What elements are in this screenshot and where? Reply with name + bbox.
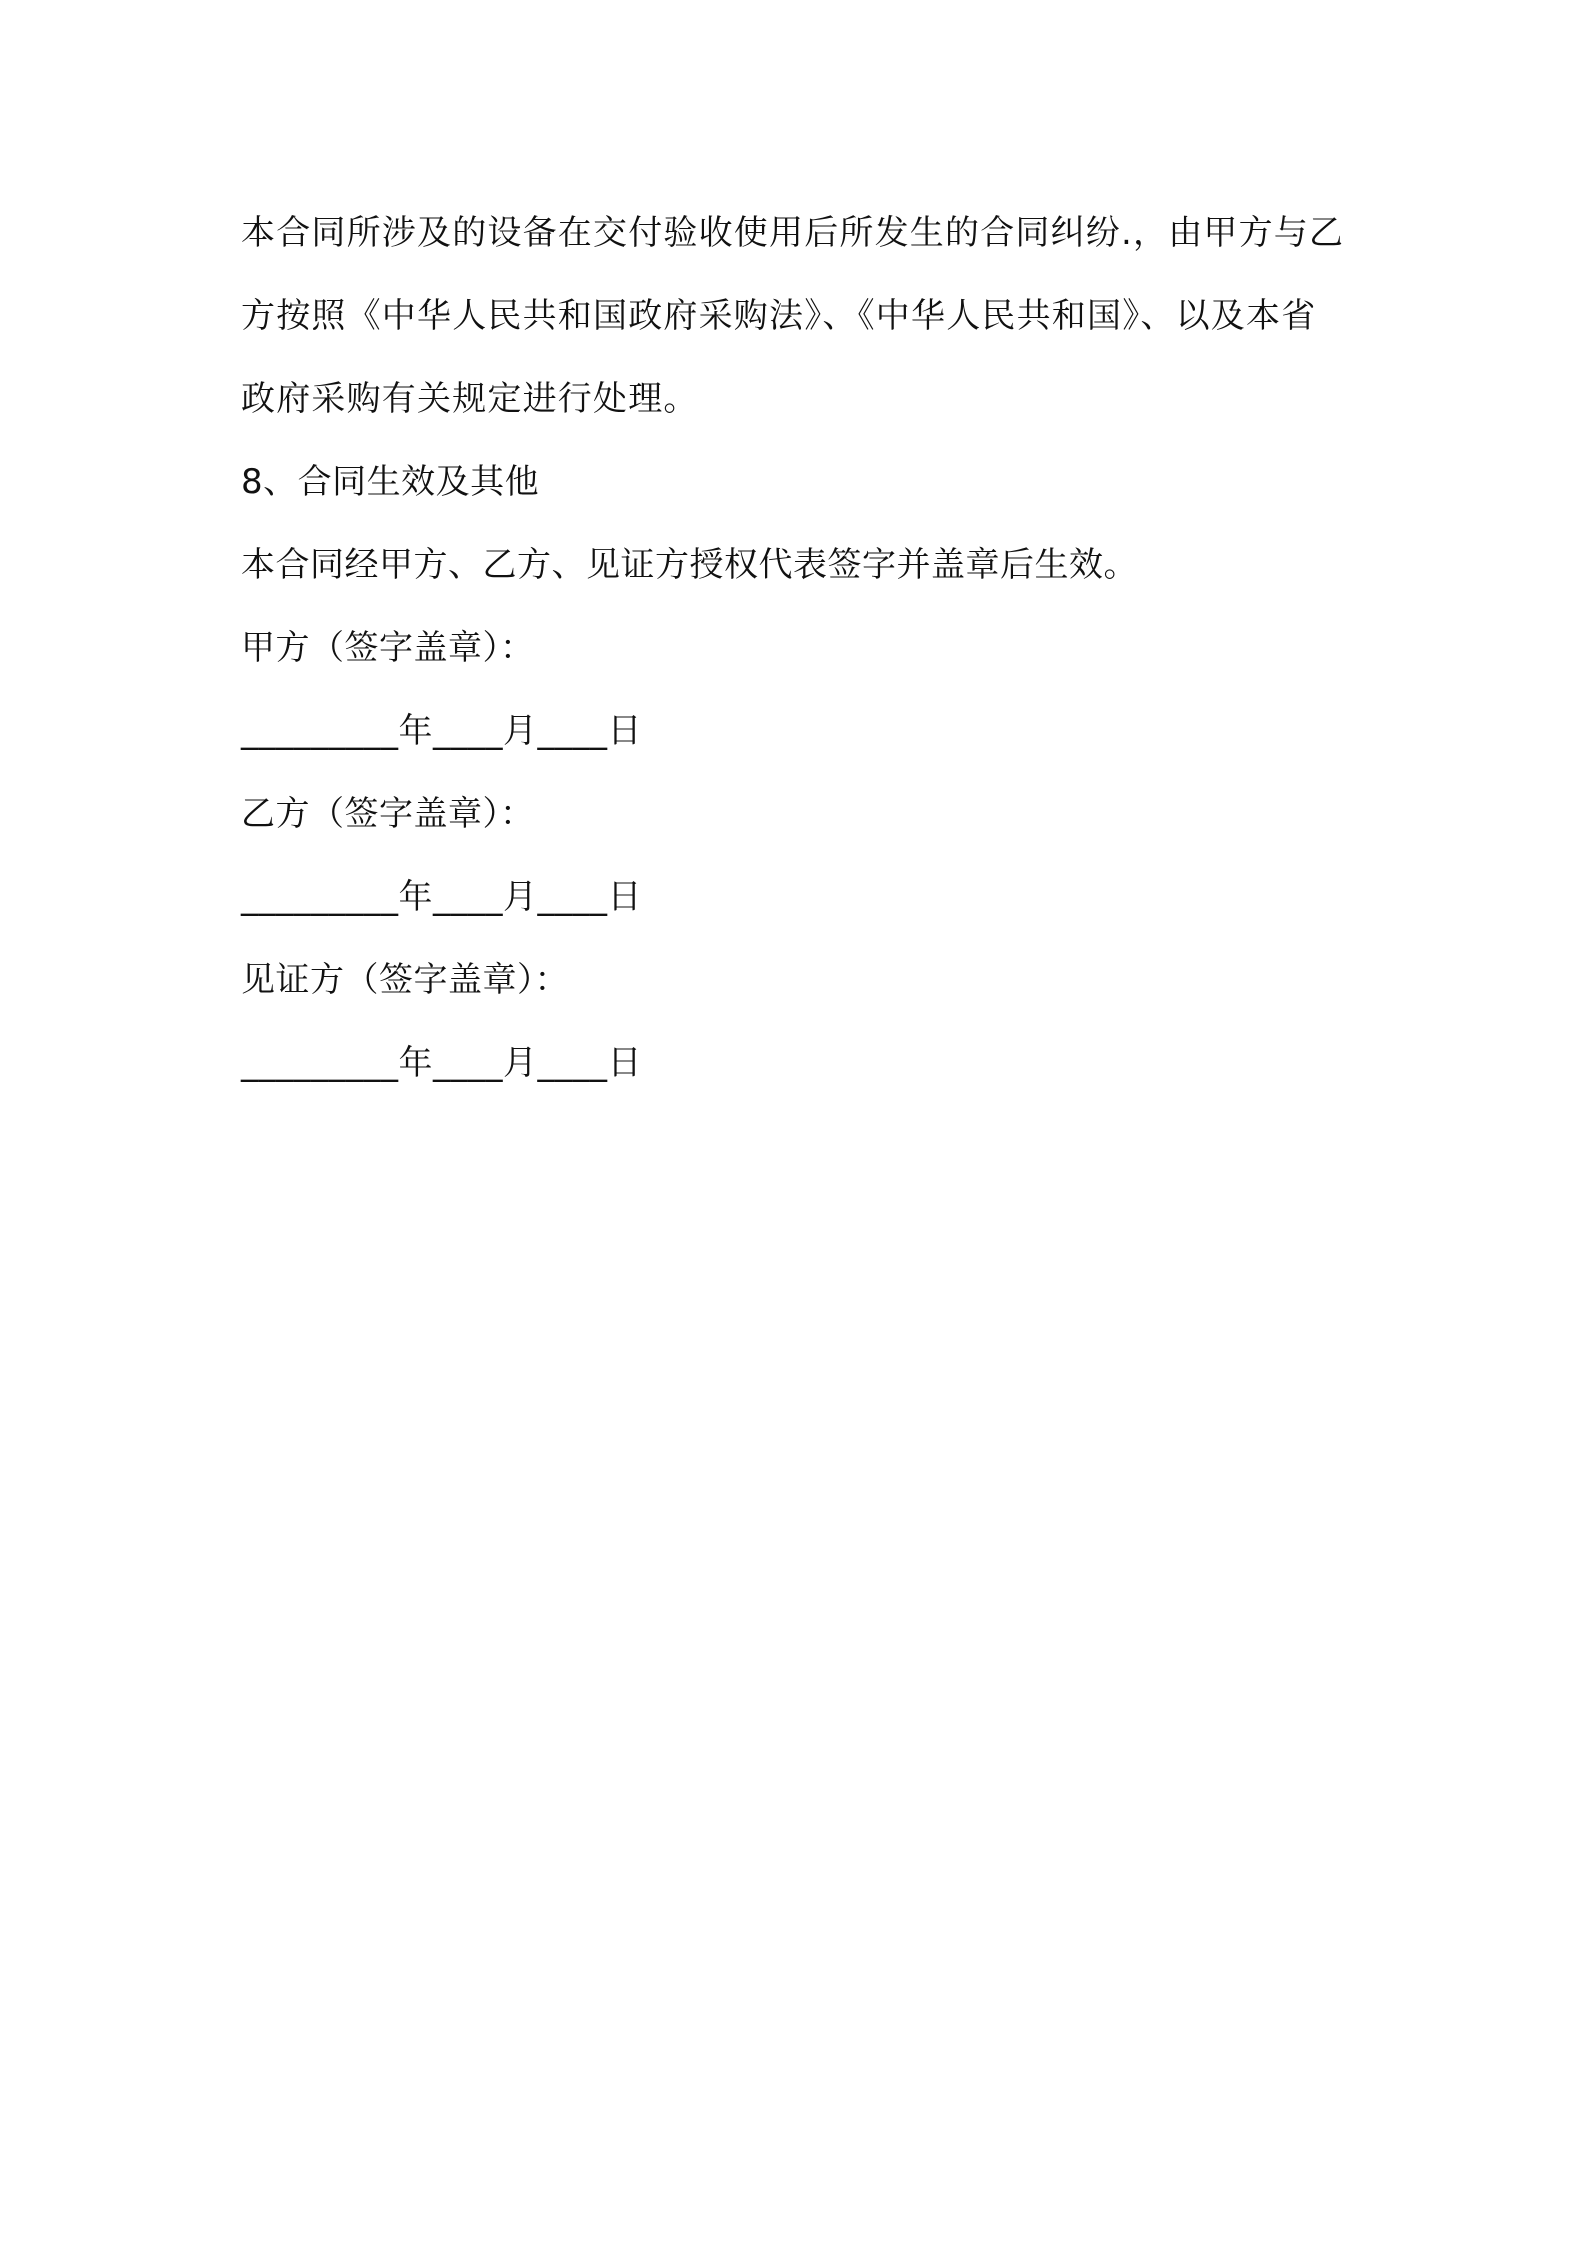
party-a-signature-label: 甲方（签字盖章）：	[241, 628, 535, 668]
party-b-date-line: _________年____月____日	[241, 877, 642, 917]
document-body	[241, 192, 1351, 1105]
dispute-paragraph: 本合同所涉及的设备在交付验收使用后所发生的合同纠纷.，由甲方与乙方按照《中华人民共和国政府采购法》、《中华人民共和国》、以及本省政府采购有关规定进行处理。	[241, 213, 1345, 419]
effectiveness-paragraph: 本合同经甲方、乙方、见证方授权代表签字并盖章后生效。	[241, 545, 1138, 585]
witness-signature-label: 见证方（签字盖章）：	[241, 960, 569, 1000]
party-a-date-line: _________年____月____日	[241, 711, 642, 751]
witness-date-line: _________年____月____日	[241, 1043, 642, 1083]
section-8-heading: 8、合同生效及其他	[241, 462, 540, 502]
party-b-signature-label: 乙方（签字盖章）：	[241, 794, 535, 834]
